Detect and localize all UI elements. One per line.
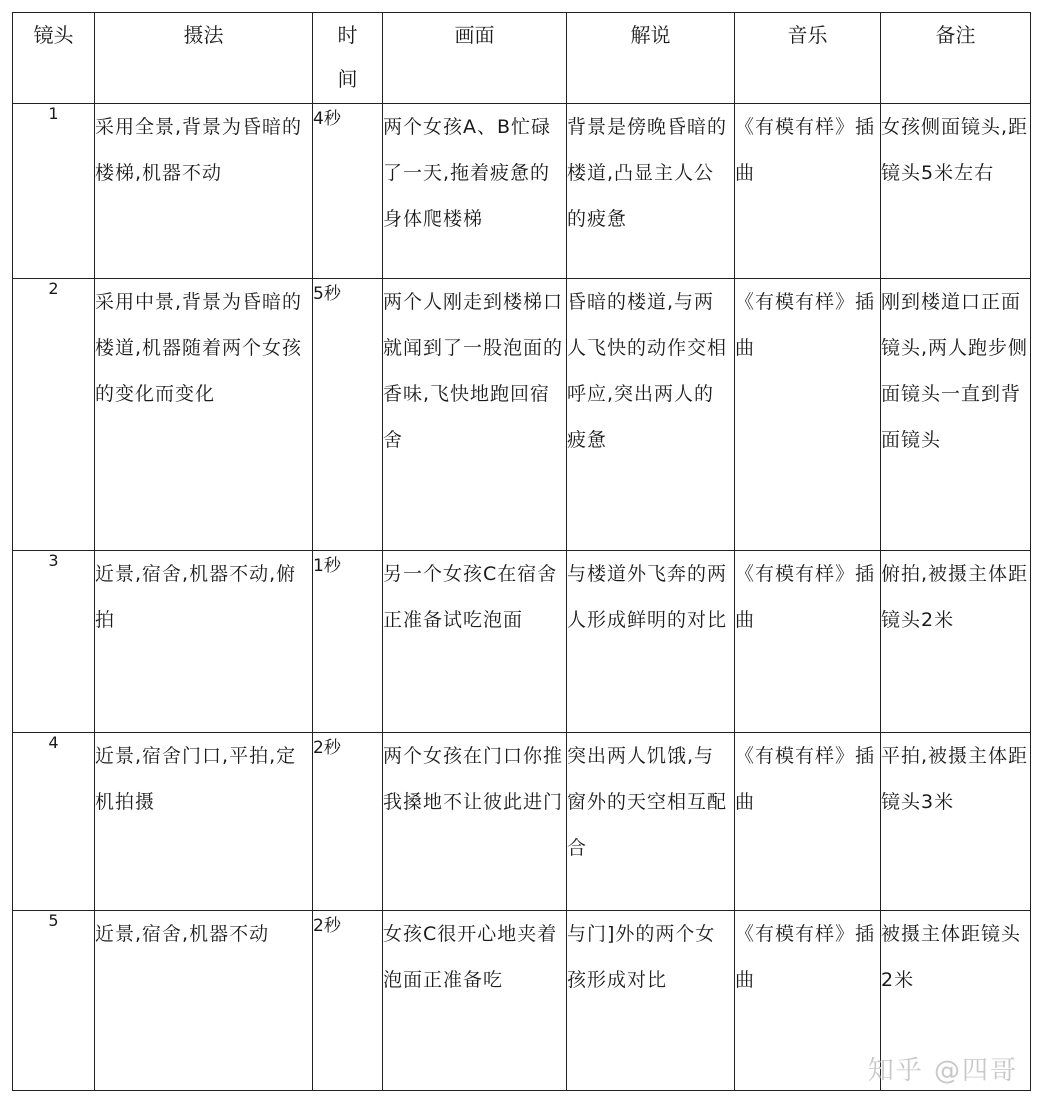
header-narration: 解说: [567, 13, 735, 104]
cell-narration: 与楼道外飞奔的两人形成鲜明的对比: [567, 551, 735, 733]
cell-time: 5秒: [313, 279, 383, 551]
header-row: [13, 13, 1031, 104]
cell-music: 《有模有样》插曲: [735, 104, 881, 279]
cell-technique: 采用全景,背景为昏暗的楼梯,机器不动: [95, 104, 313, 279]
cell-narration: 与门]外的两个女孩形成对比: [567, 911, 735, 1091]
table-row: [13, 733, 1031, 911]
cell-scene: 两个女孩在门口你推我搡地不让彼此进门: [383, 733, 567, 911]
header-music: 音乐: [735, 13, 881, 104]
cell-scene: 另一个女孩C在宿舍正准备试吃泡面: [383, 551, 567, 733]
cell-music: 《有模有样》插曲: [735, 733, 881, 911]
cell-narration: 昏暗的楼道,与两人飞快的动作交相呼应,突出两人的疲惫: [567, 279, 735, 551]
cell-notes: 女孩侧面镜头,距镜头5米左右: [881, 104, 1031, 279]
cell-shot: 2: [13, 279, 95, 551]
cell-shot: 5: [13, 911, 95, 1091]
cell-narration: 背景是傍晚昏暗的楼道,凸显主人公的疲惫: [567, 104, 735, 279]
cell-music: 《有模有样》插曲: [735, 279, 881, 551]
cell-scene: 两个女孩A、B忙碌了一天,拖着疲惫的身体爬楼梯: [383, 104, 567, 279]
cell-shot: 4: [13, 733, 95, 911]
cell-scene: 女孩C很开心地夹着泡面正准备吃: [383, 911, 567, 1091]
cell-time: 1秒: [313, 551, 383, 733]
cell-time: 4秒: [313, 104, 383, 279]
cell-scene: 两个人刚走到楼梯口就闻到了一股泡面的香味,飞快地跑回宿舍: [383, 279, 567, 551]
table-row: [13, 551, 1031, 733]
cell-notes: 刚到楼道口正面镜头,两人跑步侧面镜头一直到背面镜头: [881, 279, 1031, 551]
zhihu-watermark: 知乎 @四哥: [867, 1056, 1018, 1086]
cell-music: 《有模有样》插曲: [735, 551, 881, 733]
table-row: [13, 104, 1031, 279]
cell-notes: 被摄主体距镜头2米: [881, 911, 1031, 1091]
cell-shot: 1: [13, 104, 95, 279]
header-notes: 备注: [881, 13, 1031, 104]
cell-narration: 突出两人饥饿,与窗外的天空相互配合: [567, 733, 735, 911]
cell-notes: 俯拍,被摄主体距镜头2米: [881, 551, 1031, 733]
header-technique: 摄法: [95, 13, 313, 104]
table-row: [13, 279, 1031, 551]
cell-technique: 近景,宿舍门口,平拍,定机拍摄: [95, 733, 313, 911]
cell-technique: 近景,宿舍,机器不动: [95, 911, 313, 1091]
cell-shot: 3: [13, 551, 95, 733]
header-time-label: 时间: [337, 23, 358, 91]
header-scene: 画面: [383, 13, 567, 104]
cell-notes: 平拍,被摄主体距镜头3米: [881, 733, 1031, 911]
cell-technique: 采用中景,背景为昏暗的楼道,机器随着两个女孩的变化而变化: [95, 279, 313, 551]
header-time: [313, 13, 383, 104]
storyboard-table: [12, 12, 1031, 1091]
cell-music: 《有模有样》插曲: [735, 911, 881, 1091]
cell-technique: 近景,宿舍,机器不动,俯拍: [95, 551, 313, 733]
cell-time: 2秒: [313, 733, 383, 911]
header-shot: 镜头: [13, 13, 95, 104]
cell-time: 2秒: [313, 911, 383, 1091]
